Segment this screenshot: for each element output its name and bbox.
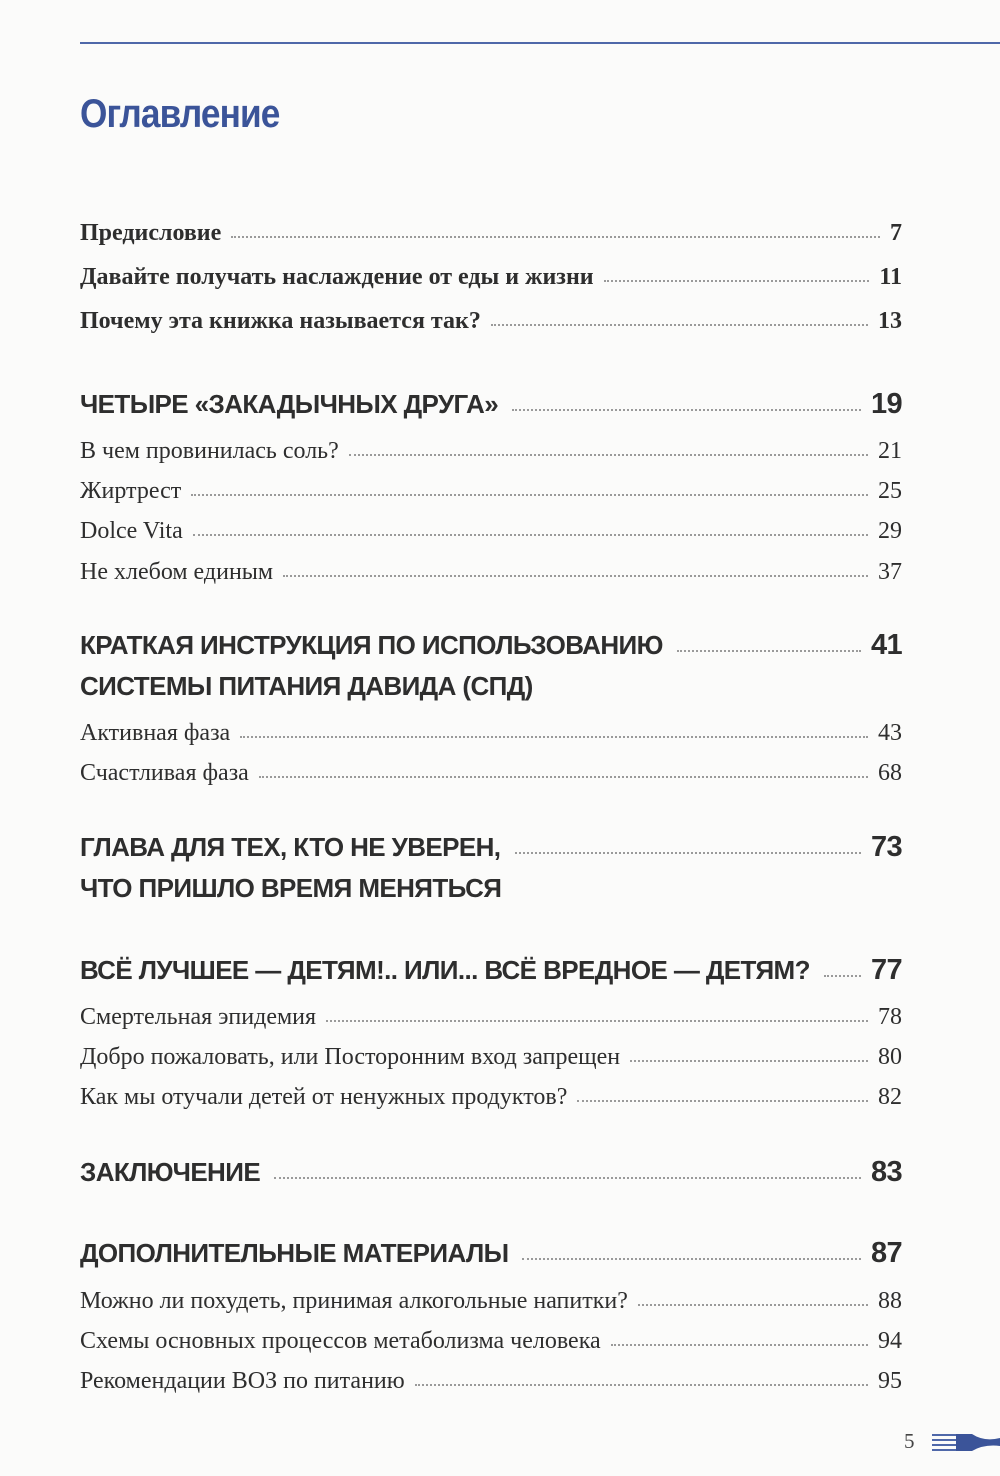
toc-entry-enjoy[interactable] xyxy=(80,264,902,291)
toc-entry-dolce-vita[interactable] xyxy=(80,518,902,545)
toc-chapter-label-line1: КРАТКАЯ ИНСТРУКЦИЯ ПО ИСПОЛЬЗОВАНИЮ xyxy=(80,630,663,660)
dot-leader xyxy=(349,454,868,456)
toc-page-number: 21 xyxy=(878,438,902,464)
toc-entry-alcohol[interactable] xyxy=(80,1288,902,1315)
toc-entry-epidemic[interactable] xyxy=(80,1004,902,1031)
toc-chapter-unsure[interactable] xyxy=(80,827,902,909)
dot-leader xyxy=(638,1304,868,1306)
toc-entry-label: Смертельная эпидемия xyxy=(80,1004,317,1030)
header-rule xyxy=(80,42,1000,44)
dot-leader xyxy=(577,1100,868,1102)
toc-entry-label: Добро пожаловать, или Посторонним вход запрещен xyxy=(80,1044,621,1070)
toc-chapter-label-line1: ГЛАВА ДЛЯ ТЕХ, КТО НЕ УВЕРЕН, xyxy=(80,832,501,862)
toc-chapter-label-line2: ЧТО ПРИШЛО ВРЕМЯ МЕНЯТЬСЯ xyxy=(80,873,502,903)
toc-chapter-label xyxy=(80,625,663,707)
dot-leader xyxy=(604,280,870,282)
dot-leader xyxy=(326,1020,868,1022)
toc-entry-preface[interactable] xyxy=(80,220,902,247)
toc-entry-label: Жиртрест xyxy=(80,478,182,504)
toc-entry-label: Не хлебом единым xyxy=(80,559,274,585)
toc-page-number: 29 xyxy=(878,518,902,544)
toc-chapter-instructions[interactable] xyxy=(80,625,902,707)
toc-entry-label: Рекомендации ВОЗ по питанию xyxy=(80,1368,405,1394)
toc-chapter-label: ЗАКЛЮЧЕНИЕ xyxy=(80,1157,261,1187)
toc-entry-active-phase[interactable] xyxy=(80,720,902,747)
toc-entry-metabolism[interactable] xyxy=(80,1328,902,1355)
toc-page-number: 94 xyxy=(878,1328,902,1354)
fork-icon xyxy=(932,1432,1000,1452)
toc-entry-fat[interactable] xyxy=(80,478,902,505)
toc-entry-label: Давайте получать наслаждение от еды и жизни xyxy=(80,264,594,290)
toc-page-number: 73 xyxy=(870,831,902,863)
toc-entry-label: Dolce Vita xyxy=(80,518,183,544)
toc-chapter-conclusion[interactable] xyxy=(80,1152,902,1193)
dot-leader xyxy=(515,852,861,854)
dot-leader xyxy=(512,409,861,411)
dot-leader xyxy=(415,1384,868,1386)
toc-chapter-label: ЧЕТЫРЕ «ЗАКАДЫЧНЫХ ДРУГА» xyxy=(80,389,499,419)
toc-chapter-label: ВСЁ ЛУЧШЕЕ — ДЕТЯМ!.. ИЛИ... ВСЁ ВРЕДНОЕ — ДЕТЯМ? xyxy=(80,955,810,985)
toc-page-number: 13 xyxy=(878,308,902,334)
toc-page-number: 25 xyxy=(878,478,902,504)
toc-page-number: 41 xyxy=(870,629,902,661)
toc-entry-welcome[interactable] xyxy=(80,1044,902,1071)
toc-entry-label: Активная фаза xyxy=(80,720,231,746)
toc-chapter-label: ДОПОЛНИТЕЛЬНЫЕ МАТЕРИАЛЫ xyxy=(80,1238,509,1268)
toc-entry-salt[interactable] xyxy=(80,438,902,465)
toc-entry-label: Можно ли похудеть, принимая алкогольные напитки? xyxy=(80,1288,628,1314)
toc-page-number: 87 xyxy=(870,1237,902,1269)
toc-entry-bread[interactable] xyxy=(80,559,902,586)
dot-leader xyxy=(283,575,868,577)
toc-entry-weaning[interactable] xyxy=(80,1084,902,1111)
dot-leader xyxy=(491,324,868,326)
dot-leader xyxy=(240,736,868,738)
toc-page-number: 11 xyxy=(879,264,902,290)
toc-chapter-label-line2: СИСТЕМЫ ПИТАНИЯ ДАВИДА (СПД) xyxy=(80,671,533,701)
dot-leader xyxy=(522,1258,860,1260)
dot-leader xyxy=(191,494,868,496)
toc-page-number: 83 xyxy=(870,1156,902,1188)
dot-leader xyxy=(611,1344,868,1346)
toc-page-number: 78 xyxy=(878,1004,902,1030)
dot-leader xyxy=(677,650,861,652)
toc-page-number: 7 xyxy=(890,220,902,246)
toc-entry-why-title[interactable] xyxy=(80,308,902,335)
toc-page-number: 19 xyxy=(870,388,902,420)
toc-entry-happy-phase[interactable] xyxy=(80,760,902,787)
dot-leader xyxy=(274,1177,861,1179)
toc-chapter-extra[interactable] xyxy=(80,1233,902,1274)
dot-leader xyxy=(630,1060,868,1062)
dot-leader xyxy=(231,236,880,238)
toc-page-number: 68 xyxy=(878,760,902,786)
toc-page-number: 43 xyxy=(878,720,902,746)
toc-chapter-friends[interactable] xyxy=(80,384,902,425)
toc-entry-label: Счастливая фаза xyxy=(80,760,249,786)
dot-leader xyxy=(259,776,868,778)
page-title: Оглавление xyxy=(80,92,280,136)
toc-page-number: 77 xyxy=(870,954,902,986)
toc-page-number: 95 xyxy=(878,1368,902,1394)
toc-entry-label: Предисловие xyxy=(80,220,222,246)
toc-page-number: 82 xyxy=(878,1084,902,1110)
toc-page-number: 37 xyxy=(878,559,902,585)
dot-leader xyxy=(193,534,868,536)
page-number: 5 xyxy=(904,1429,915,1453)
toc-page-number: 80 xyxy=(878,1044,902,1070)
toc-entry-label: В чем провинилась соль? xyxy=(80,438,339,464)
toc-chapter-label xyxy=(80,827,501,909)
toc-page-number: 88 xyxy=(878,1288,902,1314)
toc-entry-label: Схемы основных процессов метаболизма человека xyxy=(80,1328,601,1354)
toc-entry-label: Почему эта книжка называется так? xyxy=(80,308,481,334)
toc-chapter-children[interactable] xyxy=(80,950,902,991)
toc-entry-label: Как мы отучали детей от ненужных продуктов? xyxy=(80,1084,568,1110)
toc-entry-who[interactable] xyxy=(80,1368,902,1395)
dot-leader xyxy=(824,975,861,977)
